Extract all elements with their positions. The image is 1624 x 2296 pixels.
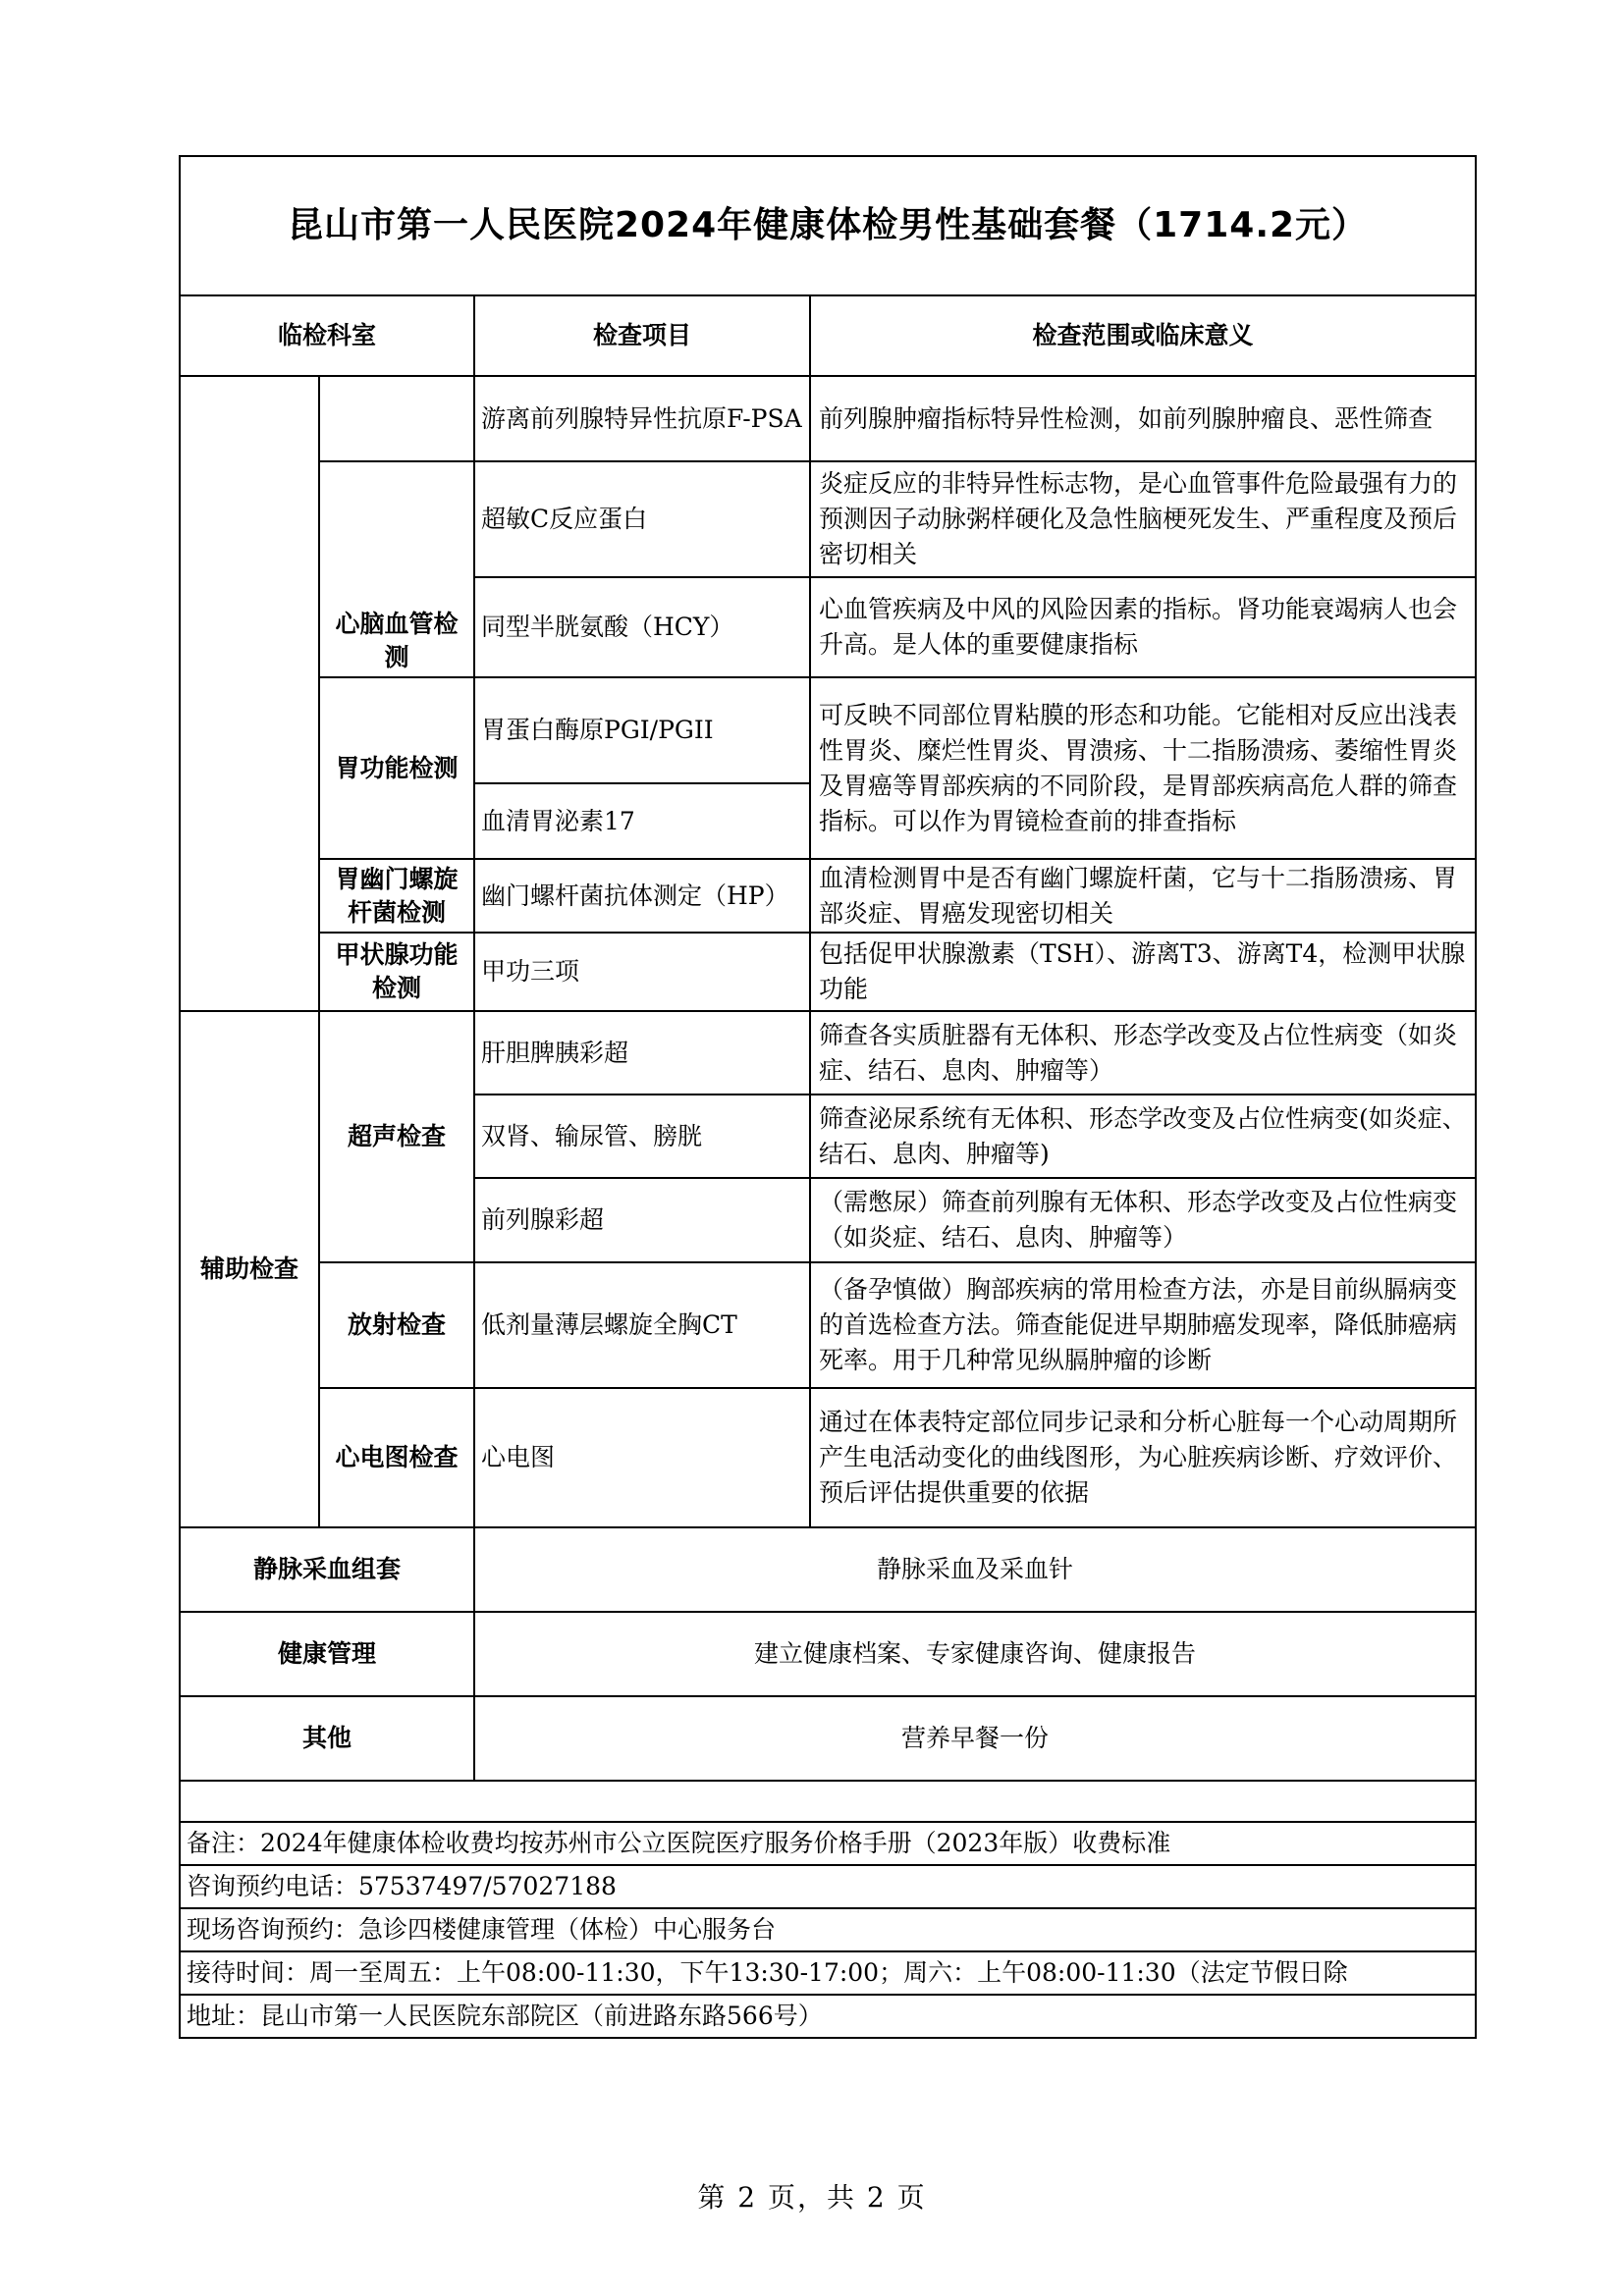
crp-desc: 炎症反应的非特异性标志物，是心血管事件危险最强有力的预测因子动脉粥样硬化及急性脑梗死发生、严重程度及预后密切相关	[810, 461, 1476, 577]
gastric-desc: 可反映不同部位胃粘膜的形态和功能。它能相对反应出浅表性胃炎、糜烂性胃炎、胃溃疡、十二指肠溃疡、萎缩性胃炎及胃癌等胃部疾病的不同阶段，是胃部疾病高危人群的筛查指标。可以作为胃镜检查前的排查指标	[810, 677, 1476, 859]
prostate-us-desc: （需憋尿）筛查前列腺有无体积、形态学改变及占位性病变（如炎症、结石、息肉、肿瘤等）	[810, 1178, 1476, 1262]
exam-package-table	[179, 155, 1477, 2039]
blank-row	[180, 1781, 1476, 1822]
g17-item: 血清胃泌素17	[474, 783, 810, 859]
ct-item: 低剂量薄层螺旋全胸CT	[474, 1262, 810, 1388]
radiology-group-label: 放射检查	[319, 1262, 474, 1388]
header-desc: 检查范围或临床意义	[810, 295, 1476, 376]
ecg-item: 心电图	[474, 1388, 810, 1527]
note-phone: 咨询预约电话：57537497/57027188	[180, 1865, 1476, 1908]
psa-item: 游离前列腺特异性抗原F-PSA	[474, 376, 810, 461]
other-value: 营养早餐一份	[474, 1696, 1476, 1781]
kidney-us-item: 双肾、输尿管、膀胱	[474, 1095, 810, 1178]
aux-group-label: 辅助检查	[180, 1011, 319, 1527]
ecg-desc: 通过在体表特定部位同步记录和分析心脏每一个心动周期所产生电活动变化的曲线图形，为心脏疾病诊断、疗效评价、预后评估提供重要的依据	[810, 1388, 1476, 1527]
kidney-us-desc: 筛查泌尿系统有无体积、形态学改变及占位性病变(如炎症、结石、息肉、肿瘤等)	[810, 1095, 1476, 1178]
prostate-us-item: 前列腺彩超	[474, 1178, 810, 1262]
thyroid-desc: 包括促甲状腺激素（TSH）、游离T3、游离T4，检测甲状腺功能	[810, 933, 1476, 1011]
crp-item: 超敏C反应蛋白	[474, 461, 810, 577]
blood-draw-label: 静脉采血组套	[180, 1527, 474, 1612]
hcy-desc: 心血管疾病及中风的风险因素的指标。肾功能衰竭病人也会升高。是人体的重要健康指标	[810, 577, 1476, 677]
pgi-item: 胃蛋白酶原PGI/PGII	[474, 677, 810, 783]
note-fee-standard: 备注：2024年健康体检收费均按苏州市公立医院医疗服务价格手册（2023年版）收费标准	[180, 1822, 1476, 1865]
lab-section-cell	[180, 376, 319, 1011]
liver-us-desc: 筛查各实质脏器有无体积、形态学改变及占位性病变（如炎症、结石、息肉、肿瘤等）	[810, 1011, 1476, 1095]
gastric-group-label: 胃功能检测	[319, 677, 474, 859]
header-item: 检查项目	[474, 295, 810, 376]
page-footer: 第 2 页，共 2 页	[697, 2181, 927, 2214]
ct-desc: （备孕慎做）胸部疾病的常用检查方法，亦是目前纵膈病变的首选检查方法。筛查能促进早期肺癌发现率，降低肺癌病死率。用于几种常见纵膈肿瘤的诊断	[810, 1262, 1476, 1388]
header-dept: 临检科室	[180, 295, 474, 376]
hcy-item: 同型半胱氨酸（HCY）	[474, 577, 810, 677]
health-mgmt-value: 建立健康档案、专家健康咨询、健康报告	[474, 1612, 1476, 1696]
hp-item: 幽门螺杆菌抗体测定（HP）	[474, 859, 810, 933]
hp-desc: 血清检测胃中是否有幽门螺旋杆菌，它与十二指肠溃疡、胃部炎症、胃癌发现密切相关	[810, 859, 1476, 933]
hp-group-label: 胃幽门螺旋杆菌检测	[319, 859, 474, 933]
note-address: 地址：昆山市第一人民医院东部院区（前进路东路566号）	[180, 1995, 1476, 2038]
ecg-group-label: 心电图检查	[319, 1388, 474, 1527]
blood-draw-value: 静脉采血及采血针	[474, 1527, 1476, 1612]
exam-package-sheet	[179, 155, 1475, 2039]
thyroid-group-label: 甲状腺功能检测	[319, 933, 474, 1011]
thyroid-item: 甲功三项	[474, 933, 810, 1011]
note-hours: 接待时间：周一至周五：上午08:00-11:30，下午13:30-17:00；周六：上午08:00-11:30（法定节假日除	[180, 1951, 1476, 1995]
health-mgmt-label: 健康管理	[180, 1612, 474, 1696]
psa-desc: 前列腺肿瘤指标特异性检测，如前列腺肿瘤良、恶性筛查	[810, 376, 1476, 461]
cardio-group-label: 心脑血管检测	[319, 461, 474, 677]
other-label: 其他	[180, 1696, 474, 1781]
note-onsite: 现场咨询预约：急诊四楼健康管理（体检）中心服务台	[180, 1908, 1476, 1951]
document-title: 昆山市第一人民医院2024年健康体检男性基础套餐（1714.2元）	[180, 156, 1476, 295]
psa-subgroup-cell	[319, 376, 474, 461]
liver-us-item: 肝胆脾胰彩超	[474, 1011, 810, 1095]
ultrasound-group-label: 超声检查	[319, 1011, 474, 1262]
